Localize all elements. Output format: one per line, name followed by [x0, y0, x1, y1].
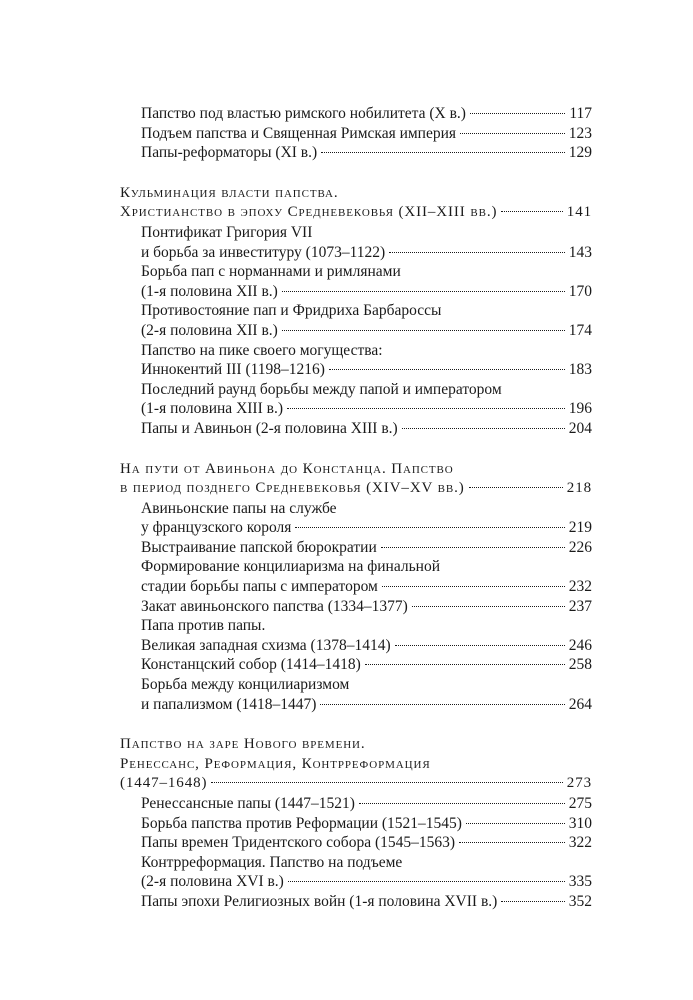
page-number: 170	[568, 282, 592, 300]
toc-entry[interactable]	[120, 853, 592, 892]
page-number: 143	[568, 243, 592, 261]
entry-line	[141, 341, 592, 361]
entry-line	[141, 104, 592, 124]
entry-title: Закат авиньонского папства (1334–1377)	[141, 597, 408, 615]
entry-line	[141, 380, 592, 400]
heading-line	[120, 479, 592, 499]
page-number: 258	[568, 656, 592, 674]
dot-leader	[320, 704, 564, 705]
toc-entry[interactable]	[120, 538, 592, 558]
entry-title: (2-я половина XII в.)	[141, 321, 278, 339]
heading-line	[120, 203, 592, 223]
toc-entry[interactable]	[120, 675, 592, 714]
entry-title: Папство под властью римского нобилитета (X в.)	[141, 105, 466, 122]
page-number: 246	[568, 636, 592, 654]
toc-entry[interactable]	[120, 616, 592, 655]
entry-line	[141, 262, 592, 282]
toc-section	[120, 460, 592, 715]
entry-title: Контрреформация. Папство на подъеме	[141, 853, 403, 871]
heading-text: Кульминация власти папства.	[120, 184, 339, 201]
entry-line	[141, 419, 592, 439]
entry-line	[141, 124, 592, 144]
entry-line	[141, 636, 592, 656]
page-number: 237	[568, 597, 592, 615]
toc-entry[interactable]	[120, 104, 592, 124]
section-heading[interactable]	[120, 735, 592, 794]
dot-leader	[359, 803, 565, 804]
entry-title: Формирование концилиаризма на финальной	[141, 558, 440, 576]
entry-title: Папы и Авиньон (2-я половина XIII в.)	[141, 419, 398, 437]
dot-leader	[295, 527, 564, 528]
entry-title: (2-я половина XVI в.)	[141, 873, 284, 891]
dot-leader	[389, 252, 565, 253]
dot-leader	[321, 152, 565, 153]
heading-text: На пути от Авиньона до Констанца. Папство	[120, 460, 454, 477]
entry-line	[141, 853, 592, 873]
dot-leader	[381, 547, 565, 548]
dot-leader	[282, 291, 565, 292]
entry-title: у французского короля	[141, 519, 292, 537]
heading-line	[120, 774, 592, 794]
entry-line	[141, 360, 592, 380]
entry-title: Борьба между концилиаризмом	[141, 676, 350, 694]
entry-title: Папство на пике своего могущества:	[141, 341, 383, 359]
dot-leader	[470, 113, 565, 114]
entry-line	[141, 557, 592, 577]
toc-entry[interactable]	[120, 341, 592, 380]
dot-leader	[382, 586, 565, 587]
heading-text: Христианство в эпоху Средневековья (XII–XIII вв.)	[120, 204, 498, 221]
toc-section	[120, 735, 592, 911]
entry-title: и папализмом (1418–1447)	[141, 695, 317, 713]
page-number: 196	[568, 400, 592, 418]
page-number: 183	[568, 361, 592, 379]
toc-section	[120, 184, 592, 439]
page-number: 310	[568, 814, 592, 832]
entry-line	[141, 814, 592, 834]
heading-line	[120, 184, 592, 204]
dot-leader	[501, 901, 564, 902]
entry-line	[141, 872, 592, 892]
entry-title: стадии борьбы папы с императором	[141, 578, 378, 596]
toc-entry[interactable]	[120, 223, 592, 262]
entry-line	[141, 223, 592, 243]
entry-title: (1-я половина XII в.)	[141, 282, 278, 300]
toc-entry[interactable]	[120, 143, 592, 163]
entry-title: Папы времен Тридентского собора (1545–1563)	[141, 834, 456, 852]
toc-entry[interactable]	[120, 794, 592, 814]
entry-line	[141, 892, 592, 912]
dot-leader	[288, 881, 565, 882]
dot-leader	[469, 487, 563, 488]
entry-line	[141, 655, 592, 675]
toc-entry[interactable]	[120, 499, 592, 538]
toc-entry[interactable]	[120, 557, 592, 596]
heading-text: Папство на заре Нового времени.	[120, 736, 366, 753]
heading-text: в период позднего Средневековья (XIV–XV вв.)	[120, 480, 465, 497]
page-number: 129	[568, 144, 592, 162]
page-number: 218	[566, 480, 592, 497]
entry-title: Ренессансные папы (1447–1521)	[141, 795, 355, 812]
dot-leader	[412, 606, 565, 607]
page-number: 273	[566, 775, 592, 792]
entry-line	[141, 518, 592, 538]
dot-leader	[211, 782, 562, 783]
entry-title: Великая западная схизма (1378–1414)	[141, 636, 391, 654]
entry-title: Борьба пап с норманнами и римлянами	[141, 263, 401, 281]
entry-title: Иннокентий III (1198–1216)	[141, 361, 325, 379]
page-number: 335	[568, 873, 592, 891]
entry-line	[141, 577, 592, 597]
entry-line	[141, 399, 592, 419]
heading-text: (1447–1648)	[120, 775, 208, 792]
dot-leader	[459, 842, 565, 843]
dot-leader	[395, 645, 565, 646]
entry-title: Папа против папы.	[141, 617, 266, 635]
dot-leader	[329, 369, 565, 370]
page-number: 204	[568, 419, 592, 437]
heading-line	[120, 755, 592, 775]
entry-line	[141, 143, 592, 163]
entry-line	[141, 597, 592, 617]
entry-title: (1-я половина XIII в.)	[141, 400, 283, 418]
toc-entry[interactable]	[120, 262, 592, 301]
entry-line	[141, 321, 592, 341]
entry-title: Подъем папства и Священная Римская империя	[141, 124, 457, 142]
toc-section	[120, 104, 592, 163]
toc-entry[interactable]	[120, 124, 592, 144]
page-number: 174	[568, 321, 592, 339]
dot-leader	[365, 664, 565, 665]
entry-title: Констанцский собор (1414–1418)	[141, 656, 361, 674]
dot-leader	[287, 408, 565, 409]
toc-entry[interactable]	[120, 419, 592, 439]
entry-title: и борьба за инвеституру (1073–1122)	[141, 243, 386, 261]
heading-line	[120, 460, 592, 480]
entry-line	[141, 616, 592, 636]
toc-entry[interactable]	[120, 814, 592, 834]
entry-title: Папы эпохи Религиозных войн (1-я половина XVII в.)	[141, 892, 498, 910]
toc-entry[interactable]	[120, 380, 592, 419]
entry-line	[141, 282, 592, 302]
entry-line	[141, 301, 592, 321]
entry-line	[141, 695, 592, 715]
entry-line	[141, 538, 592, 558]
page-number: 141	[566, 204, 592, 221]
page-number: 219	[568, 519, 592, 537]
section-heading[interactable]	[120, 460, 592, 499]
toc-entry[interactable]	[120, 655, 592, 675]
page-number: 123	[568, 124, 592, 142]
dot-leader	[402, 428, 565, 429]
section-heading[interactable]	[120, 184, 592, 223]
dot-leader	[501, 211, 562, 212]
page-number: 264	[568, 695, 592, 713]
entry-line	[141, 833, 592, 853]
entry-title: Последний раунд борьбы между папой и императором	[141, 380, 502, 398]
heading-line	[120, 735, 592, 755]
entry-line	[141, 243, 592, 263]
dot-leader	[460, 133, 565, 134]
page-number: 117	[569, 105, 592, 122]
toc-entry[interactable]	[120, 833, 592, 853]
entry-title: Противостояние пап и Фридриха Барбароссы	[141, 302, 442, 320]
heading-text: Ренессанс, Реформация, Контрреформация	[120, 755, 431, 772]
dot-leader	[466, 823, 565, 824]
page-number: 322	[568, 834, 592, 852]
toc-entry[interactable]	[120, 301, 592, 340]
table-of-contents	[120, 104, 592, 933]
entry-title: Авиньонские папы на службе	[141, 499, 337, 517]
page-number: 226	[568, 538, 592, 556]
entry-title: Папы-реформаторы (XI в.)	[141, 144, 318, 162]
entry-title: Выстраивание папской бюрократии	[141, 538, 377, 556]
dot-leader	[282, 330, 565, 331]
entry-title: Понтификат Григория VII	[141, 223, 313, 241]
page-number: 275	[568, 795, 592, 812]
entry-line	[141, 499, 592, 519]
toc-entry[interactable]	[120, 597, 592, 617]
toc-entry[interactable]	[120, 892, 592, 912]
entry-line	[141, 675, 592, 695]
page-number: 352	[568, 892, 592, 910]
entry-line	[141, 794, 592, 814]
page-number: 232	[568, 578, 592, 596]
entry-title: Борьба папства против Реформации (1521–1545)	[141, 814, 462, 832]
